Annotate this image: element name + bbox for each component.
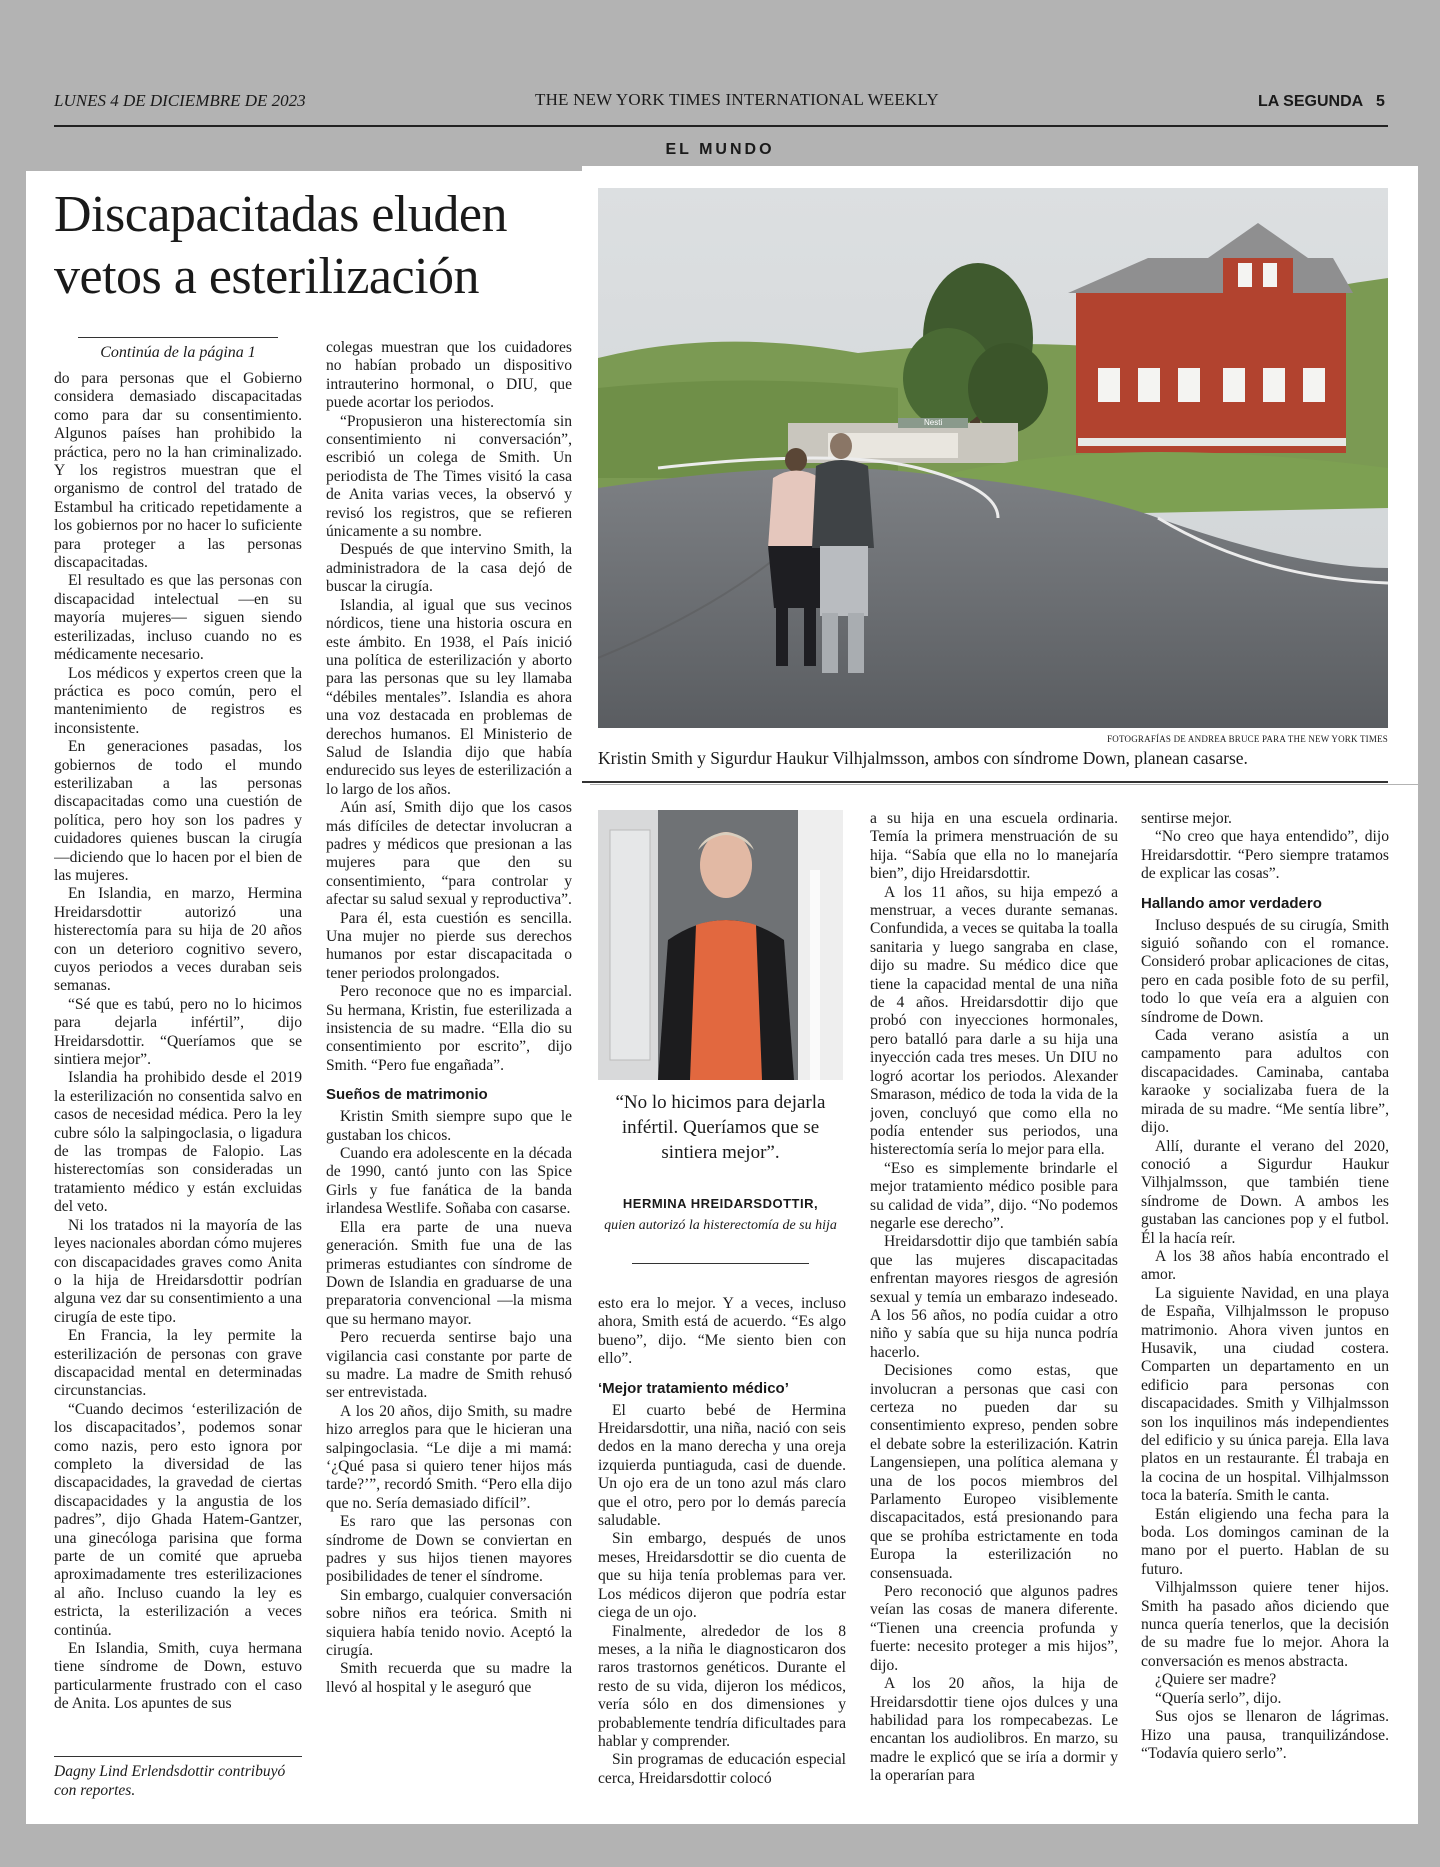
section-kicker: EL MUNDO bbox=[665, 141, 775, 158]
paragraph: “Eso es simplemente brindarle el mejor tratamiento médico posible para su calidad de vida”, dijo. “No podemos negarle ese derecho”. bbox=[870, 1159, 1118, 1232]
pull-quote: “No lo hicimos para dejarla infértil. Queríamos que se sintiera mejor”. bbox=[615, 1092, 826, 1163]
paragraph: En generaciones pasadas, los gobiernos de todo el mundo esterilizaban a las personas discapacitadas como una cuestión de política, pero hoy son los padres y cuidadores quienes buscan la cirugía —diciendo que lo hacen por el bien de las mujeres. bbox=[54, 738, 302, 884]
portrait-photo bbox=[598, 810, 843, 1080]
paragraph: Decisiones como estas, que involucran a personas que casi con certeza no pueden dar su consentimiento expreso, penden sobre el debate sobre la esterilización. Katrin Langensiepen, una política alemana y una de los pocos miembros del Parlamento Europeo visiblemente discapacitados, está presionando para que se prohíba estrictamente en toda Europa la esterilización no consensuada. bbox=[870, 1362, 1118, 1582]
folio-paper-name: THE NEW YORK TIMES INTERNATIONAL WEEKLY bbox=[535, 90, 939, 109]
paragraph: “Propusieron una histerectomía sin consentimiento ni conversación”, escribió un colega de Smith. Un periodista de The Times visitó la casa de Anita varias veces, la observó y revisó los registros, que se refieren únicamente a su nombre. bbox=[326, 412, 572, 541]
paragraph: Cuando era adolescente en la década de 1990, cantó junto con las Spice Girls y fue fanática de la banda irlandesa Westlife. Soñaba con casarse. bbox=[326, 1145, 572, 1218]
folio-section: LA SEGUNDA bbox=[1258, 93, 1364, 110]
continued-rule bbox=[78, 337, 278, 338]
paragraph: Kristin Smith siempre supo que le gustaban los chicos. bbox=[326, 1108, 572, 1144]
column-2 bbox=[326, 339, 572, 1809]
paragraph: “Sé que es tabú, pero no lo hicimos para dejarla infértil”, dijo Hreidarsdottir. “Queríamos que se sintiera mejor”. bbox=[54, 995, 302, 1069]
headline: Discapacitadas eluden vetos a esterilización bbox=[54, 186, 507, 305]
paragraph: Incluso después de su cirugía, Smith siguió soñando con el romance. Consideró probar aplicaciones de citas, pero en cada posible foto de su perfil, todo lo que veía era a alguien con síndrome de Down. bbox=[1141, 916, 1389, 1026]
paragraph: Aún así, Smith dijo que los casos más difíciles de detectar involucran a padres y médicos que presionan a las mujeres para que den su consentimiento, “para controlar y afectar su salud sexual y reproductiva”. bbox=[326, 799, 572, 909]
paragraph: El cuarto bebé de Hermina Hreidarsdottir, una niña, nació con seis dedos en la mano derecha y una oreja izquierda puntiaguda, casi de duende. Un ojo era de un tono azul más claro que el otro, pero por lo demás parecía saludable. bbox=[598, 1401, 846, 1530]
paragraph: A los 20 años, dijo Smith, su madre hizo arreglos para que le hicieran una salpingoclasia. “Le dije a mi mamá: ‘¿Qué pasa si quiero tener hijos más tarde?’”, recordó Smith. “Pero ella dijo que no. Sería demasiado difícil”. bbox=[326, 1402, 572, 1512]
paragraph: En Islandia, en marzo, Hermina Hreidarsdottir autorizó una histerectomía para su hija de 20 años con un deterioro cognitivo severo, cuyos periodos a veces duraban seis semanas. bbox=[54, 885, 302, 995]
paragraph: Es raro que las personas con síndrome de Down se conviertan en padres y sus hijos tienen mayores posibilidades de tener el síndrome. bbox=[326, 1513, 572, 1586]
paragraph: Pero reconoció que algunos padres veían las cosas de manera diferente. “Tienen una creencia profunda y fuerte: necesito proteger a mis hijos”, dijo. bbox=[870, 1583, 1118, 1674]
subheading: ‘Mejor tratamiento médico’ bbox=[598, 1379, 789, 1397]
paragraph: A los 38 años había encontrado el amor. bbox=[1141, 1247, 1389, 1284]
paragraph: do para personas que el Gobierno considera demasiado discapacitadas como para dar su consentimiento. Algunos países han prohibido la práctica, pero no la han criminalizado. Y los registros muestran que el organismo de control del tratado de Estambul ha criticado repetidamente a los gobiernos por no hacer lo suficiente para proteger a las personas discapacitadas. bbox=[54, 370, 302, 572]
folio-date: LUNES 4 DE DICIEMBRE DE 2023 bbox=[54, 91, 306, 110]
paragraph: Finalmente, alrededor de los 8 meses, a la niña le diagnosticaron dos raros trastornos genéticos. Durante el resto de su vida, dijeron los médicos, vería sólo en dos dimensiones y probablemente tendría dificultades para hablar y comprender. bbox=[598, 1622, 846, 1750]
main-photo bbox=[598, 188, 1388, 728]
paragraph: Pero reconoce que no es imparcial. Su hermana, Kristin, fue esterilizada a insistencia de su madre. “Ella dio su consentimiento por escrito”, dijo Smith. “Pero fue engañada”. bbox=[326, 983, 572, 1074]
paragraph: En Francia, la ley permite la esterilización de personas con grave discapacidad mental en determinadas circunstancias. bbox=[54, 1327, 302, 1400]
column-1 bbox=[54, 370, 302, 1750]
paragraph: a su hija en una escuela ordinaria. Temía la primera menstruación de su hija. “Sabía que ella no lo manejaría bien”, dijo Hreidarsdottir. bbox=[870, 810, 1118, 883]
paragraph: Allí, durante el verano del 2020, conoció a Sigurdur Haukur Vilhjalmsson, que también tiene síndrome de Down. A ambos les gustaban las canciones pop y el futbol. Él la hacía reír. bbox=[1141, 1137, 1389, 1247]
paragraph: Los médicos y expertos creen que la práctica es poco común, pero el mantenimiento de registros es inconsistente. bbox=[54, 664, 302, 737]
paragraph: esto era lo mejor. Y a veces, incluso ahora, Smith está de acuerdo. “Es algo bueno”, dijo. “Me siento bien con ello”. bbox=[598, 1295, 846, 1368]
paragraph: Pero recuerda sentirse bajo una vigilancia casi constante por parte de su madre. La madre de Smith rehusó ser entrevistada. bbox=[326, 1329, 572, 1402]
paragraph: Vilhjalmsson quiere tener hijos. Smith ha pasado años diciendo que nunca quería tenerlos, que la decisión de su madre fue lo mejor. Ahora la conversación es menos abstracta. bbox=[1141, 1579, 1389, 1670]
paragraph: Sin embargo, cualquier conversación sobre niños era teórica. Smith ni siquiera había tenido novio. Aceptó la cirugía. bbox=[326, 1586, 572, 1660]
paragraph: ¿Quiere ser madre? bbox=[1155, 1671, 1277, 1689]
pull-quote-name: HERMINA HREIDARSDOTTIR, bbox=[622, 1196, 819, 1211]
paragraph: Sin programas de educación especial cerca, Hreidarsdottir colocó bbox=[598, 1751, 846, 1787]
couple-walking-photo bbox=[598, 188, 1388, 728]
contributor-rule bbox=[54, 1756, 302, 1757]
storefront-sign: Nesti bbox=[924, 418, 943, 427]
paragraph: Sin embargo, después de unos meses, Hreidarsdottir se dio cuenta de que su hija tenía problemas para ver. Los médicos dijeron que podría estar ciega de un ojo. bbox=[598, 1530, 846, 1622]
column-4 bbox=[870, 810, 1118, 1820]
paragraph: En Islandia, Smith, cuya hermana tiene síndrome de Down, estuvo particularmente frustrado con el caso de Anita. Los apuntes de sus bbox=[54, 1640, 302, 1713]
paragraph: “Quería serlo”, dijo. bbox=[1155, 1689, 1282, 1707]
folio-rule bbox=[54, 125, 1388, 127]
column-3 bbox=[598, 1295, 846, 1815]
paragraph: El resultado es que las personas con discapacidad intelectual —en su mayoría mujeres— siguen siendo esterilizadas, incluso cuando no es médicamente necesario. bbox=[54, 572, 302, 664]
paragraph: Después de que intervino Smith, la administradora de la casa dejó de buscar la cirugía. bbox=[326, 541, 572, 596]
paragraph: Cada verano asistía a un campamento para adultos con discapacidades. Caminaba, cantaba karaoke y socializaba fuera de la mirada de su madre. “Me sentía libre”, dijo. bbox=[1141, 1027, 1389, 1137]
paragraph: Smith recuerda que su madre la llevó al hospital y le aseguró que bbox=[326, 1660, 572, 1696]
photo-rule bbox=[582, 781, 1388, 783]
paragraph: Ella era parte de una nueva generación. Smith fue una de las primeras estudiantes con síndrome de Down de Islandia en graduarse de una preparatoria convencional —la misma que su hermano mayor. bbox=[326, 1218, 572, 1328]
paragraph: Ni los tratados ni la mayoría de las leyes nacionales abordan cómo mujeres con discapacidades graves como Anita o la hija de Hreidarsdottir podrían alguna vez dar su consentimiento a una cirugía de este tipo. bbox=[54, 1216, 302, 1326]
paragraph: A los 11 años, su hija empezó a menstruar, a veces durante semanas. Confundida, a veces se quitaba la toalla sanitaria y luego sangraba en clase, dijo su madre. Su médico dice que tiene la capacidad mental de una niña de 4 años. Hreidarsdottir dijo que probó con inyecciones hormonales, pero batalló para darle a su hija una inyección cada tres meses. Un DIU no logró acortar los periodos. Alexander Smarason, médico de toda la vida de la joven, concluyó que como ella no podía entender sus periodos, una histerectomía sería lo mejor para ella. bbox=[870, 883, 1118, 1159]
paragraph: colegas muestran que los cuidadores no habían probado un dispositivo intrauterino hormonal, o DIU, que puede acortar los periodos. bbox=[326, 339, 572, 412]
paragraph: Para él, esta cuestión es sencilla. Una mujer no pierde sus derechos humanos por estar discapacitada o tener periodos prolongados. bbox=[326, 909, 572, 982]
paragraph: “No creo que haya entendido”, dijo Hreidarsdottir. “Pero siempre tratamos de explicar las cosas”. bbox=[1141, 828, 1389, 883]
paragraph: A los 20 años, la hija de Hreidarsdottir tiene ojos dulces y una habilidad para los rompecabezas. Le encantan los audiolibros. En marzo, su madre le explicó que se iría a dormir y la operarían para bbox=[870, 1675, 1118, 1785]
continued-from: Continúa de la página 1 bbox=[100, 344, 256, 361]
paragraph: La siguiente Navidad, en una playa de España, Vilhjalmsson le propuso matrimonio. Ahora viven juntos en Husavik, una ciudad costera. Comparten un departamento en un edificio para personas con discapacidades. Smith y Vilhjalmsson son los inquilinos más independientes del edificio y su única pareja. Ella lava platos en un restaurante. Él trabaja en la cocina de un hospital. Vilhjalmsson toca la batería. Smith le canta. bbox=[1141, 1284, 1389, 1505]
paragraph: Islandia, al igual que sus vecinos nórdicos, tiene una historia oscura en este ámbito. En 1938, el País inició una política de esterilización y aborto para las personas que su ley llamaba “débiles mentales”. Islandia es ahora una voz destacada en problemas de derechos humanos. El Ministerio de Salud de Islandia dijo que había endurecido sus leyes de esterilización a lo largo de los años. bbox=[326, 596, 572, 798]
photo-credit: FOTOGRAFÍAS DE ANDREA BRUCE PARA THE NEW YORK TIMES bbox=[1107, 734, 1388, 744]
paragraph: Sus ojos se llenaron de lágrimas. Hizo una pausa, tranquilizándose. “Todavía quiero serlo”. bbox=[1141, 1708, 1389, 1762]
paragraph: Hreidarsdottir dijo que también sabía que las mujeres discapacitadas enfrentan mayores riesgos de agresión sexual y temía un embarazo indeseado. A los 56 años, no podía cuidar a otro niño y sabía que su hija nunca podría hacerlo. bbox=[870, 1233, 1118, 1361]
paragraph: Islandia ha prohibido desde el 2019 la esterilización no consentida salvo en casos de necesidad médica. Pero la ley cubre sólo la salpingoclasia, o ligadura de las trompas de Falopio. Las histerectomías son consideradas un tratamiento médico y están excluidas del veto. bbox=[54, 1069, 302, 1216]
paragraph: Están eligiendo una fecha para la boda. Los domingos caminan de la mano por el puerto. Hablan de su futuro. bbox=[1141, 1505, 1389, 1578]
hermina-portrait bbox=[598, 810, 843, 1080]
folio-page-number: 5 bbox=[1376, 93, 1385, 110]
contributor-note: Dagny Lind Erlendsdottir contribuyó con reportes. bbox=[54, 1763, 286, 1799]
photo-caption: Kristin Smith y Sigurdur Haukur Vilhjalmsson, ambos con síndrome Down, planean casarse. bbox=[598, 748, 1248, 768]
column-5 bbox=[1141, 810, 1389, 1820]
subheading: Sueños de matrimonio bbox=[326, 1086, 488, 1104]
subheading: Hallando amor verdadero bbox=[1141, 894, 1322, 912]
pull-quote-rule bbox=[632, 1263, 809, 1264]
pull-quote-role: quien autorizó la histerectomía de su hija bbox=[604, 1218, 837, 1233]
paragraph: sentirse mejor. bbox=[1141, 810, 1232, 827]
paragraph: “Cuando decimos ‘esterilización de los discapacitados’, podemos sonar como nazis, pero esto ignora por completo la diversidad de las discapacidades, la gravedad de ciertas discapacidades y la angustia de los padres”, dijo Ghada Hatem-Gantzer, una ginecóloga parisina que forma parte de un comité que aprueba aproximadamente tres esterilizaciones al año. Incluso cuando la ley es estricta, la esterilización a veces continúa. bbox=[54, 1400, 302, 1639]
